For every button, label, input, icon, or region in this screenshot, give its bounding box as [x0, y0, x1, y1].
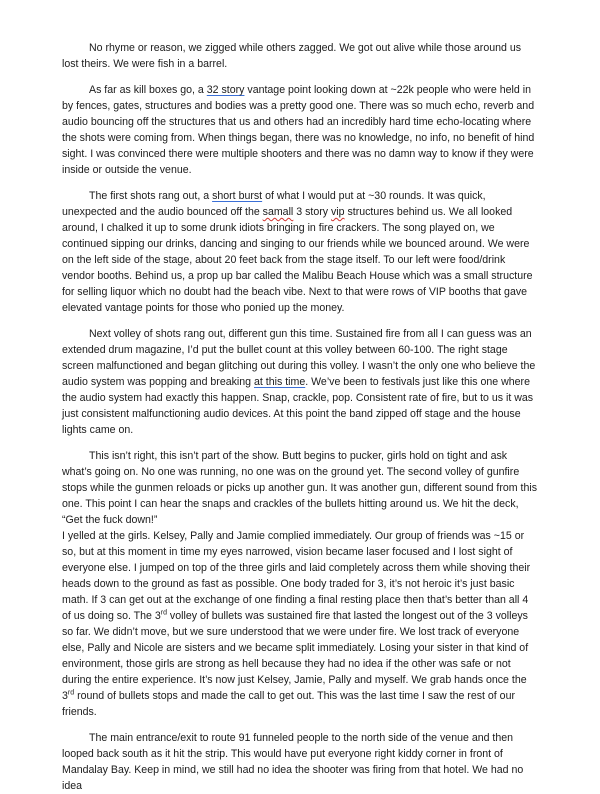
spelling-flag: samall	[262, 206, 294, 218]
spelling-flag: vip	[330, 206, 345, 218]
ordinal-suffix: rd	[160, 609, 167, 617]
text-run: As far as kill boxes go, a	[89, 84, 207, 96]
paragraph-2	[62, 82, 538, 178]
text-run: I yelled at the girls. Kelsey, Pally and Jamie complied immediately. Our group of friends was ~15 or so, but at this moment in time my eyes narrowed, vision became laser focused and I lost sight of everyone else. I jumped on top of the three girls and laid completely across them while shoving their heads down to the ground as fast as possible. One body traded for 3, it’s not heroic it’s just basic math. If 3 can get out at the exchange of one finding a final resting place then that’s better than all 4 of us doing so. The 3	[62, 530, 531, 622]
text-run: of what I would put at ~30 rounds. It was quick, unexpected and the audio bounced off the	[62, 190, 486, 218]
text-run: vantage point looking down at ~22k people who were held in by fences, gates, structures and bodies was a pretty good one. There was so much echo, reverb and audio bouncing off the structures that us and others had an incredibly hard time echo-locating where the shots were coming from. When things began, there was no knowledge, no info, no benefit of hind sight. I was convinced there were multiple shooters and there was no damn way to know if they were inside or outside the venue.	[62, 84, 535, 176]
text-run: No rhyme or reason, we zigged while others zagged. We got out alive while those around us lost theirs. We were fish in a barrel.	[62, 42, 522, 70]
text-run: round of bullets stops and made the call to get out. This was the last time I saw the rest of our friends.	[62, 690, 515, 718]
paragraph-1	[62, 40, 538, 72]
grammar-flag: at this time	[254, 376, 306, 388]
document-body	[62, 40, 538, 794]
paragraph-6	[62, 528, 538, 720]
text-run: Next volley of shots rang out, different gun this time. Sustained fire from all I can guess was an extended drum magazine, I’d put the bullet count at this volley between 60-100. The right stage screen malfunctioned and began glitching out during this volley. I wasn’t the only one who believe the audio system was popping and breaking	[62, 328, 536, 388]
text-run: structures behind us. We all looked around, I chalked it up to some drunk idiots bringing in fire crackers. The song played on, we continued sipping our drinks, dancing and singing to our friends while we bounced around. We were on the left side of the stage, about 20 feet back from the stage itself. To our left were food/drink vendor booths. Behind us, a prop up bar called the Malibu Beach House which was a small structure for selling liquor which no doubt had the beach vibe. Next to that were rows of VIP booths that gave elevated vantage points for those who ponied up the money.	[62, 206, 533, 314]
text-run: This isn’t right, this isn’t part of the show. Butt begins to pucker, girls hold on tight and ask what’s going on. No one was running, no one was on the ground yet. The second volley of gunfire stops while the gunmen reloads or picks up another gun. It was another gun, different sound from this one. This point I can hear the snaps and crackles of the bullets hitting around us. We hit the deck, “Get the fuck down!”	[62, 450, 538, 526]
paragraph-4	[62, 326, 538, 438]
paragraph-7	[62, 730, 538, 794]
grammar-flag: 32 story	[206, 84, 245, 96]
text-run: . We’ve been to festivals just like this one where the audio system had exactly this happen. Snap, crackle, pop. Consistent rate of fire, but to us it was just consistent malfunctioning audio devices. At this point the band zipped off stage and the house lights came on.	[62, 376, 534, 436]
text-run: 3 story	[293, 206, 331, 218]
text-run: volley of bullets was sustained fire that lasted the longest out of the 3 volleys so far. We didn’t move, but we sure understood that we were under fire. We lost track of everyone else, Pally and Nicole are sisters and we became split immediately. Losing your sister in that kind of environment, those girls are strong as hell because they had no idea if the other was safe or not during the entire experience. It’s now just Kelsey, Jamie, Pally and myself. We grab hands once the 3	[62, 610, 529, 702]
grammar-flag: short burst	[212, 190, 263, 202]
text-run: The first shots rang out, a	[89, 190, 213, 202]
text-run: The main entrance/exit to route 91 funneled people to the north side of the venue and then looped back south as it hit the strip. This would have put everyone right kiddy corner in front of Mandalay Bay. Keep in mind, we still had no idea the shooter was firing from that hotel. We had no idea	[62, 732, 524, 792]
paragraph-3	[62, 188, 538, 316]
ordinal-suffix: rd	[67, 689, 75, 697]
paragraph-5	[62, 448, 538, 528]
